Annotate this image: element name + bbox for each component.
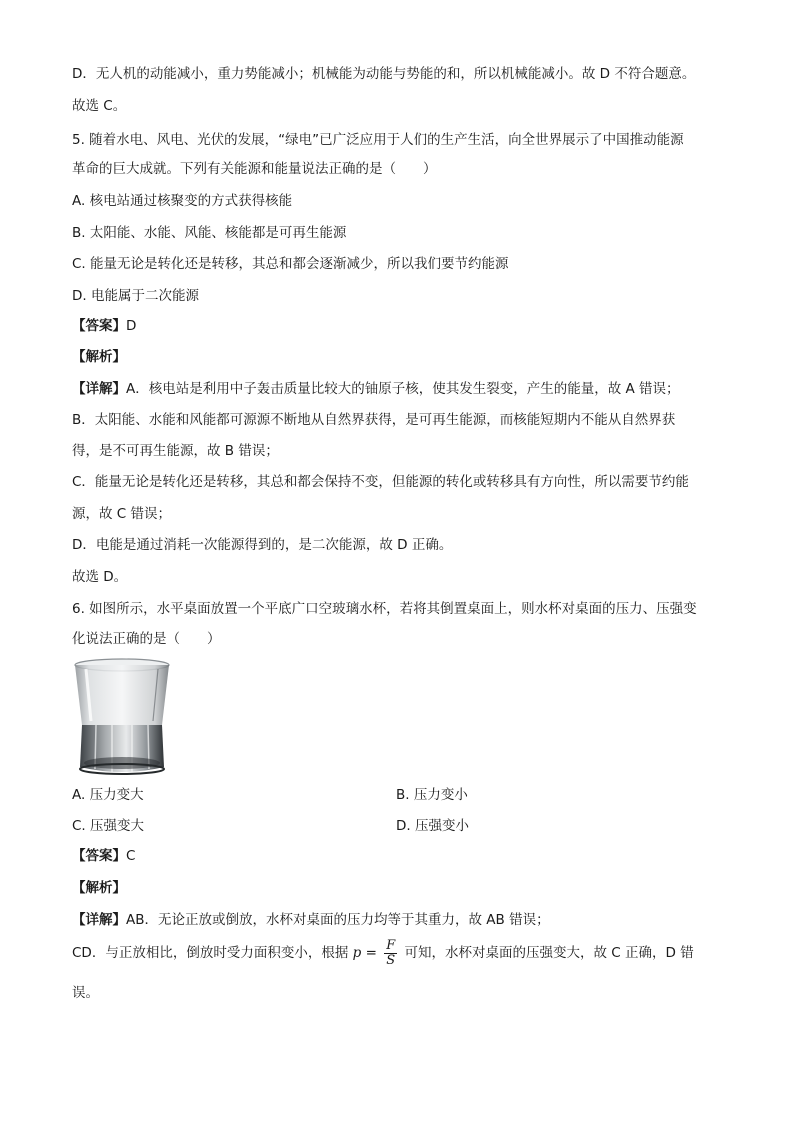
text-line: D．无人机的动能减小，重力势能减小；机械能为动能与势能的和，所以机械能减小。故 D 不符合题意。 xyxy=(72,66,696,82)
explanation-line: 误。 xyxy=(72,985,99,1001)
explanation-line: D．电能是通过消耗一次能源得到的，是二次能源，故 D 正确。 xyxy=(72,537,453,553)
question-5-stem: 5. 随着水电、风电、光伏的发展，“绿电”已广泛应用于人们的生产生活，向全世界展示了中国推动能源 xyxy=(72,132,684,148)
answer-line xyxy=(72,316,136,336)
detail-label: 【详解】 xyxy=(72,912,126,928)
explanation-line xyxy=(72,379,680,399)
option-b: B. 压力变小 xyxy=(396,787,468,803)
option-a: A. 压力变大 xyxy=(72,787,144,803)
option-d: D. 电能属于二次能源 xyxy=(72,288,199,304)
text-line: 故选 C。 xyxy=(72,98,127,114)
detail-label: 【详解】 xyxy=(72,381,126,397)
question-6-stem: 6. 如图所示，水平桌面放置一个平底广口空玻璃水杯，若将其倒置桌面上，则水杯对桌面的压力、压强变 xyxy=(72,601,697,617)
answer-value: C xyxy=(126,848,136,864)
analysis-label: 【解析】 xyxy=(72,349,126,365)
explanation-line xyxy=(72,910,550,930)
option-d: D. 压强变小 xyxy=(396,818,469,834)
answer-label: 【答案】 xyxy=(72,848,126,864)
explanation-line: B．太阳能、水能和风能都可源源不断地从自然界获得，是可再生能源，而核能短期内不能从自然界获 xyxy=(72,412,676,428)
explanation-text: A．核电站是利用中子轰击质量比较大的铀原子核，使其发生裂变，产生的能量，故 A 错误； xyxy=(126,381,680,397)
explanation-line: 故选 D。 xyxy=(72,569,128,585)
answer-value: D xyxy=(126,318,137,334)
explanation-line: 得，是不可再生能源，故 B 错误； xyxy=(72,443,279,459)
formula-denominator: S xyxy=(386,952,396,968)
answer-line xyxy=(72,846,135,866)
formula-equals: = xyxy=(365,945,377,961)
question-5-stem: 革命的巨大成就。下列有关能源和能量说法正确的是（ ） xyxy=(72,161,437,177)
explanation-text: 可知，水杯对桌面的压强变大，故 C 正确，D 错 xyxy=(404,945,694,961)
analysis-label: 【解析】 xyxy=(72,880,126,896)
question-6-stem: 化说法正确的是（ ） xyxy=(72,631,221,647)
explanation-line: C．能量无论是转化还是转移，其总和都会保持不变，但能源的转化或转移具有方向性，所以需要节约能 xyxy=(72,474,689,490)
option-a: A. 核电站通过核聚变的方式获得核能 xyxy=(72,193,293,209)
formula-numerator: F xyxy=(386,937,396,953)
explanation-line: 源，故 C 错误； xyxy=(72,506,172,522)
glass-cup-icon xyxy=(72,655,172,779)
option-b: B. 太阳能、水能、风能、核能都是可再生能源 xyxy=(72,225,347,241)
option-c: C. 能量无论是转化还是转移，其总和都会逐渐减少，所以我们要节约能源 xyxy=(72,256,509,272)
answer-label: 【答案】 xyxy=(72,318,126,334)
explanation-text: CD．与正放相比，倒放时受力面积变小，根据 xyxy=(72,945,349,961)
formula-fraction xyxy=(384,939,397,968)
explanation-line-formula xyxy=(72,936,694,970)
option-c: C. 压强变大 xyxy=(72,818,145,834)
formula-p: p xyxy=(352,945,362,961)
explanation-text: AB．无论正放或倒放，水杯对桌面的压力均等于其重力，故 AB 错误； xyxy=(126,912,550,928)
